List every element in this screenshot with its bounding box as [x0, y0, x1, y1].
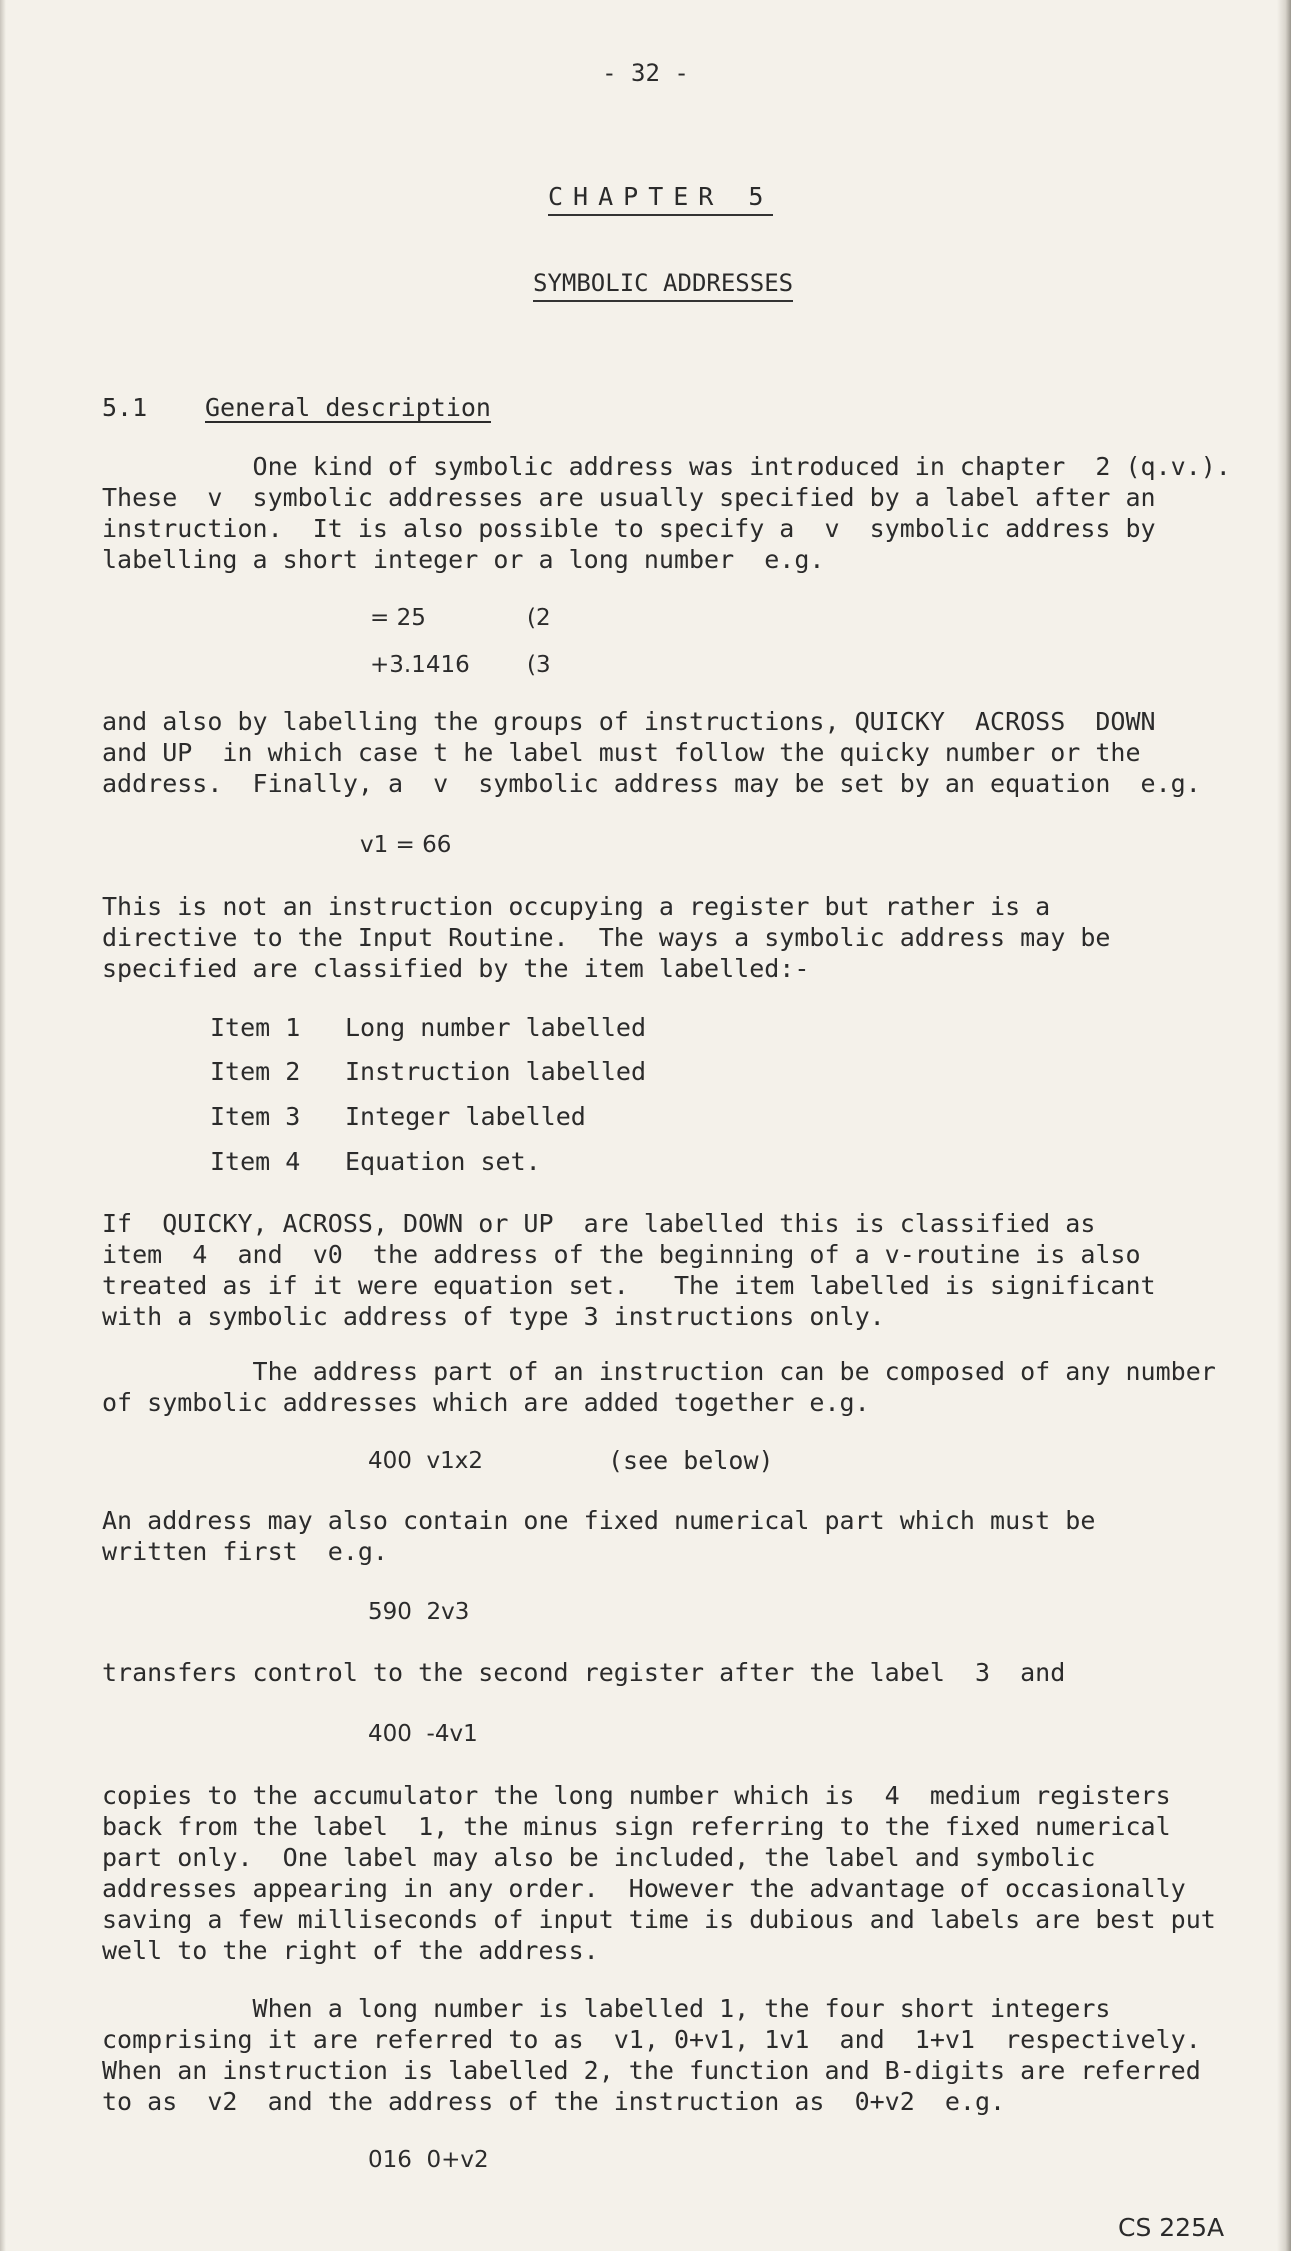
paragraph-line: to as v2 and the address of the instruction as 0+v2 e.g.	[102, 2087, 1006, 2116]
paragraph-line: part only. One label may also be included, the label and symbolic	[102, 1843, 1096, 1872]
item-text: Integer labelled	[345, 1102, 586, 1131]
paragraph-line: When an instruction is labelled 2, the function and B-digits are referred	[102, 2056, 1201, 2085]
item-label: Item 2	[210, 1057, 301, 1086]
item-label: Item 1	[210, 1013, 301, 1042]
item-text: Long number labelled	[345, 1013, 647, 1042]
item-label: Item 4	[210, 1147, 301, 1176]
item-label: Item 3	[210, 1102, 301, 1131]
paragraph-line: well to the right of the address.	[102, 1936, 599, 1965]
paragraph-line: instruction. It is also possible to specify a v symbolic address by	[102, 514, 1156, 543]
example-label: (3	[527, 652, 551, 678]
section-number: 5.1	[102, 393, 148, 422]
item-text: Instruction labelled	[345, 1057, 647, 1086]
paragraph-line: One kind of symbolic address was introduced in chapter 2 (q.v.).	[102, 452, 1231, 481]
paragraph-line: directive to the Input Routine. The ways a symbolic address may be	[102, 923, 1111, 952]
paragraph-line: If QUICKY, ACROSS, DOWN or UP are labelled this is classified as	[102, 1209, 1096, 1238]
paragraph-line: and UP in which case t he label must follow the quicky number or the	[102, 738, 1141, 767]
paragraph-line: addresses appearing in any order. However the advantage of occasionally	[102, 1874, 1186, 1903]
section-title: General description	[205, 393, 491, 422]
chapter-heading: CHAPTER 5	[548, 182, 773, 216]
paragraph-line: treated as if it were equation set. The item labelled is significant	[102, 1271, 1156, 1300]
example-instruction: 016 0+v2	[368, 2147, 489, 2173]
item-text: Equation set.	[345, 1147, 541, 1176]
example-note: (see below)	[608, 1446, 774, 1475]
paragraph-line: When a long number is labelled 1, the four short integers	[102, 1994, 1111, 2023]
page-right-edge	[1277, 0, 1291, 2251]
paragraph-line: The address part of an instruction can be composed of any number	[102, 1357, 1216, 1386]
page-left-edge	[0, 0, 6, 2251]
paragraph-line: An address may also contain one fixed numerical part which must be	[102, 1506, 1096, 1535]
paragraph-line: saving a few milliseconds of input time is dubious and labels are best put	[102, 1905, 1216, 1934]
example-instruction: 400 v1x2	[368, 1448, 484, 1474]
paragraph-line: item 4 and v0 the address of the beginning of a v-routine is also	[102, 1240, 1141, 1269]
example-equation: v1 = 66	[360, 832, 452, 858]
page-title: SYMBOLIC ADDRESSES	[533, 268, 793, 302]
example-instruction: 400 -4v1	[368, 1721, 478, 1747]
paragraph-line: written first e.g.	[102, 1537, 388, 1566]
paragraph-line: transfers control to the second register after the label 3 and	[102, 1658, 1066, 1687]
paragraph-line: address. Finally, a v symbolic address may be set by an equation e.g.	[102, 769, 1201, 798]
paragraph-line: comprising it are referred to as v1, 0+v1, 1v1 and 1+v1 respectively.	[102, 2025, 1201, 2054]
paragraph-line: and also by labelling the groups of instructions, QUICKY ACROSS DOWN	[102, 707, 1156, 736]
paragraph-line: back from the label 1, the minus sign referring to the fixed numerical	[102, 1812, 1171, 1841]
page-number: - 32 -	[602, 59, 689, 87]
example-instruction: 590 2v3	[368, 1599, 470, 1625]
example-value: = 25	[370, 605, 426, 631]
paragraph-line: These v symbolic addresses are usually specified by a label after an	[102, 483, 1156, 512]
document-code: CS 225A	[1118, 2213, 1225, 2242]
paragraph-line: labelling a short integer or a long number e.g.	[102, 545, 825, 574]
paragraph-line: This is not an instruction occupying a register but rather is a	[102, 892, 1051, 921]
example-value: +3.1416	[370, 652, 470, 678]
paragraph-line: copies to the accumulator the long number which is 4 medium registers	[102, 1781, 1171, 1810]
paragraph-line: specified are classified by the item labelled:-	[102, 954, 810, 983]
paragraph-line: with a symbolic address of type 3 instructions only.	[102, 1302, 885, 1331]
example-label: (2	[527, 605, 551, 631]
paragraph-line: of symbolic addresses which are added together e.g.	[102, 1388, 870, 1417]
